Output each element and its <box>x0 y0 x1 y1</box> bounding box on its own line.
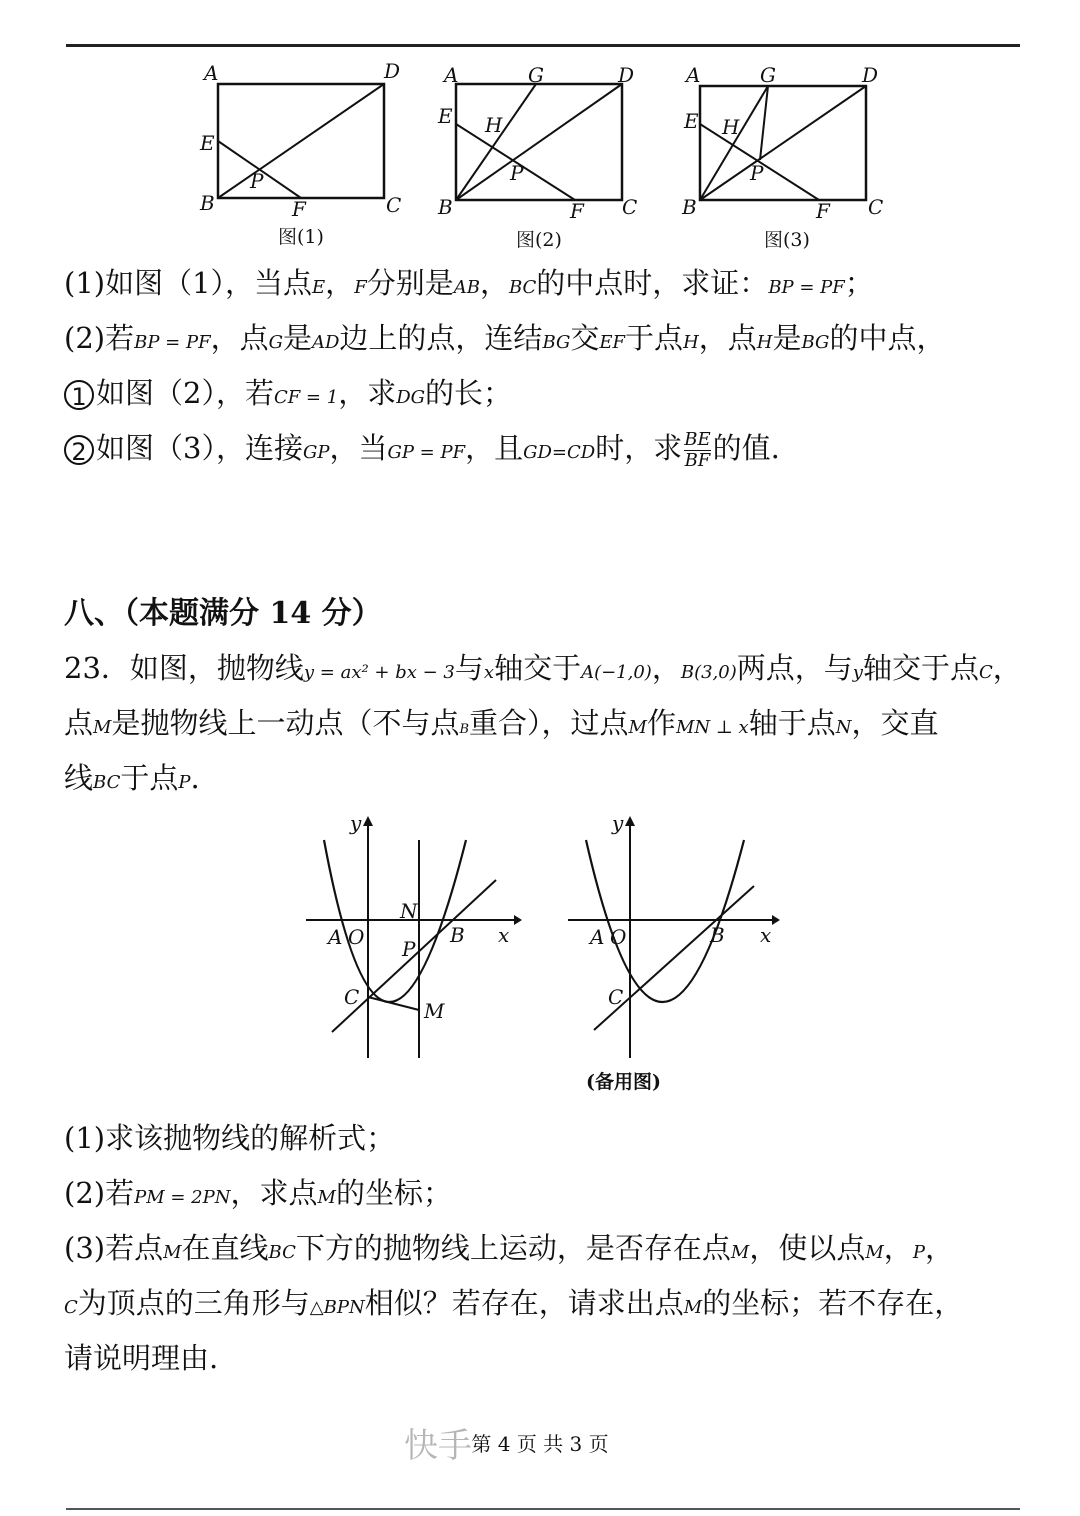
segment-bd <box>700 86 866 200</box>
caption-fig-2: 图(2) <box>516 229 562 251</box>
fraction-be-bf: $\frac{BE}{BF}$ <box>684 428 711 471</box>
q23-part-3-line-1: (3)若点M在直线BC下方的抛物线上运动，是否存在点M，使以点M，P， <box>64 1231 954 1265</box>
circled-number-2: 2 <box>64 435 94 465</box>
label-a: A <box>590 925 605 949</box>
q22-sub-2: 2 如图（3），连接GP，当GP = PF，且GD=CD时，求 $\frac{BE}{BF}$ 的值. <box>64 428 1040 473</box>
label-b: B <box>710 923 725 947</box>
watermark: 快手 <box>404 1426 472 1466</box>
label-x: x <box>760 923 772 947</box>
section-8-heading: 八、（本题满分 14 分） <box>64 596 382 631</box>
y-axis-arrow <box>363 816 373 826</box>
q22-sub-1: 1 如图（2），若CF = 1，求DG的长； <box>64 373 1040 418</box>
label-p: P <box>250 169 264 193</box>
q23-part-3-line-2: C为顶点的三角形与△BPN相似？若存在，请求出点M的坐标；若不存在， <box>64 1286 964 1320</box>
parabola-figure-backup <box>562 812 792 1102</box>
label-n: N <box>400 899 418 923</box>
label-g: G <box>760 63 776 87</box>
label-h: H <box>722 115 740 139</box>
label-b: B <box>682 195 697 219</box>
label-y: y <box>612 811 624 835</box>
segment-bd <box>218 84 384 198</box>
label-c: C <box>868 195 884 219</box>
caption-backup-figure: (备用图) <box>586 1071 661 1093</box>
q23-line-2: 点M是抛物线上一动点（不与点B重合），过点M作MN ⊥ x轴于点N，交直 <box>64 706 939 740</box>
bottom-rule <box>66 1508 1020 1510</box>
label-d: D <box>862 63 879 87</box>
label-f: F <box>570 199 584 223</box>
y-axis-arrow <box>625 816 635 826</box>
label-c: C <box>386 193 402 217</box>
label-p: P <box>402 937 416 961</box>
label-b: B <box>450 923 465 947</box>
x-axis-arrow <box>514 915 522 925</box>
label-a: A <box>328 925 343 949</box>
q23-line-3: 线BC于点P. <box>64 761 200 795</box>
label-a: A <box>444 63 459 87</box>
label-b: B <box>200 191 215 215</box>
page-footer: 第 4 页 共 3 页 <box>471 1432 609 1456</box>
label-m: M <box>424 999 445 1023</box>
label-b: B <box>438 195 453 219</box>
q23-part-3-line-3: 请说明理由. <box>64 1341 219 1375</box>
x-axis-arrow <box>772 915 780 925</box>
label-f: F <box>292 197 306 221</box>
label-p: P <box>510 161 524 185</box>
figure-1 <box>190 60 420 255</box>
label-o: O <box>348 925 365 949</box>
label-c: C <box>608 985 624 1009</box>
circled-number-1: 1 <box>64 380 94 410</box>
top-rule <box>66 44 1020 47</box>
label-e: E <box>200 131 215 155</box>
segment-bd <box>456 84 622 200</box>
label-e: E <box>438 104 453 128</box>
q23-line-1: 23．如图，抛物线y = ax² + bx − 3与x轴交于A(−1,0)，B(3,0)两点，与y轴交于点C， <box>64 651 1022 685</box>
label-a: A <box>686 63 701 87</box>
label-y: y <box>350 811 362 835</box>
figure-3 <box>672 60 892 255</box>
label-e: E <box>684 109 699 133</box>
label-h: H <box>485 113 503 137</box>
label-x: x <box>498 923 510 947</box>
segment-cm <box>368 997 419 1010</box>
q23-part-1: (1)求该抛物线的解析式； <box>64 1121 396 1155</box>
label-d: D <box>384 59 401 83</box>
label-f: F <box>816 199 830 223</box>
label-c: C <box>344 985 360 1009</box>
q23-part-2: (2)若PM = 2PN，求点M的坐标； <box>64 1176 452 1210</box>
caption-fig-3: 图(3) <box>764 229 810 251</box>
q22-part-1: (1)如图（1），当点E，F分别是AB，BC的中点时，求证：BP = PF； <box>64 266 874 300</box>
q22-part-2: (2)若BP = PF，点G是AD边上的点，连结BG交EF于点H，点H是BG的中点， <box>64 321 946 355</box>
parabola-figure-main <box>300 812 530 1062</box>
label-o: O <box>610 925 627 949</box>
label-a: A <box>204 61 219 85</box>
segment-bg <box>456 84 536 200</box>
label-d: D <box>618 63 635 87</box>
label-g: G <box>528 63 544 87</box>
figure-2 <box>430 60 650 255</box>
label-c: C <box>622 195 638 219</box>
caption-fig-1: 图(1) <box>278 226 324 248</box>
label-p: P <box>750 161 764 185</box>
